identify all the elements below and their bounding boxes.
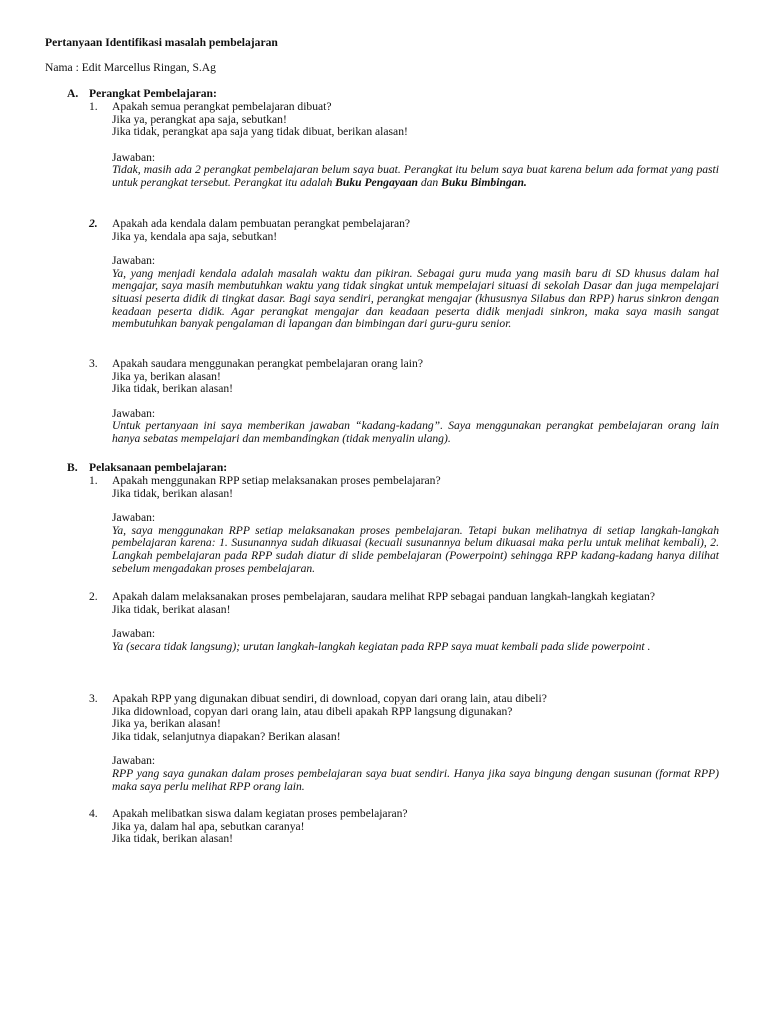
question-text: Apakah RPP yang digunakan dibuat sendiri, di download, copyan dari orang lain, atau dibeli? <box>112 692 547 705</box>
author-name: Nama : Edit Marcellus Ringan, S.Ag <box>45 61 216 74</box>
question-text: Jika ya, kendala apa saja, sebutkan! <box>112 229 278 243</box>
emphasis-text: Buku Bimbingan. <box>441 175 527 189</box>
question-text: Apakah ada kendala dalam pembuatan perangkat pembelajaran? <box>112 217 411 230</box>
question-text: Jika ya, perangkat apa saja, sebutkan! <box>112 112 287 126</box>
answer-label: Jawaban: <box>112 406 156 420</box>
answer-label: Jawaban: <box>112 754 156 768</box>
question-b4 <box>89 808 719 846</box>
question-number: 4. <box>89 807 98 820</box>
question-b1 <box>89 475 719 575</box>
document-title: Pertanyaan Identifikasi masalah pembelajaran <box>45 36 278 49</box>
question-text: Jika ya, berikan alasan! <box>112 369 221 383</box>
section-title: Perangkat Pembelajaran: <box>89 87 217 100</box>
question-text: Jika tidak, perangkat apa saja yang tidak dibuat, berikan alasan! <box>112 125 408 139</box>
emphasis-text: Buku Pengayaan <box>335 175 418 189</box>
question-text: Jika didownload, copyan dari orang lain, atau dibeli apakah RPP langsung digunakan? <box>112 704 513 718</box>
question-text: Jika tidak, berikat alasan! <box>112 602 231 616</box>
question-number: 2. <box>89 590 98 603</box>
answer-text: Tidak, masih ada 2 perangkat pembelajaran belum saya buat. Perangkat itu belum saya buat karena belum ada format yang pasti untuk perangkat tersebut. Perangkat itu adalah Buku Pengayaan dan Buku Bimbingan. <box>112 163 719 189</box>
question-a1 <box>89 101 719 190</box>
answer-label: Jawaban: <box>112 150 156 164</box>
question-text: Jika ya, berikan alasan! <box>112 717 221 731</box>
question-text: Jika tidak, berikan alasan! <box>112 486 234 500</box>
question-text: Jika tidak, berikan alasan! <box>112 832 234 846</box>
section-a-heading <box>67 88 217 101</box>
question-number: 2. <box>89 217 98 230</box>
question-text: Apakah dalam melaksanakan proses pembelajaran, saudara melihat RPP sebagai panduan langkah-langkah kegiatan? <box>112 590 655 603</box>
answer-label: Jawaban: <box>112 511 156 525</box>
answer-text: Untuk pertanyaan ini saya memberikan jawaban “kadang-kadang”. Saya menggunakan perangkat pembelajaran orang lain hanya sebatas mempelajari dan membandingkan (tidak menyalin ulang). <box>112 419 719 445</box>
answer-text: RPP yang saya gunakan dalam proses pembelajaran saya buat sendiri. Hanya jika saya bingung dengan susunan (format RPP) maka saya perlu melihat RPP orang lain. <box>112 766 719 793</box>
answer-text: Ya (secara tidak langsung); urutan langkah-langkah kegiatan pada RPP saya muat kembali pada slide powerpoint . <box>112 639 651 653</box>
question-text: Apakah semua perangkat pembelajaran dibuat? <box>112 100 332 113</box>
question-b3 <box>89 693 719 793</box>
section-title: Pelaksanaan pembelajaran: <box>89 461 228 474</box>
question-a2 <box>89 218 719 331</box>
question-number: 3. <box>89 692 98 705</box>
answer-text: Ya, yang menjadi kendala adalah masalah waktu dan pikiran. Sebagai guru muda yang masih baru di SD khusus dalam hal mengajar, saya masih membutuhkan waktu yang tidak singkat untuk mempelajari situasi di sekolah Dasar dan juga mempelajari situasi peserta didik di tingkat dasar. Bagi saya sendiri, perangkat mengajar (khususnya Silabus dan RPP) harus sinkron dengan keadaan peserta didik. Agar perangkat mengajar dan keadaan peserta didik menjadi sinkron, maka saya masih sangat membutuhkan banyak pengalaman di lapangan dan bimbingan dari guru-guru senior. <box>112 266 719 331</box>
answer-label: Jawaban: <box>112 627 156 641</box>
question-text: Jika tidak, selanjutnya diapakan? Berikan alasan! <box>112 729 341 743</box>
question-text: Apakah saudara menggunakan perangkat pembelajaran orang lain? <box>112 357 423 370</box>
question-b2 <box>89 591 719 653</box>
question-text: Apakah menggunakan RPP setiap melaksanakan proses pembelajaran? <box>112 474 441 487</box>
question-number: 1. <box>89 474 98 487</box>
section-letter: B. <box>67 461 78 474</box>
question-text: Jika ya, dalam hal apa, sebutkan caranya! <box>112 819 305 833</box>
section-letter: A. <box>67 87 79 100</box>
question-a3 <box>89 358 719 446</box>
question-text: Jika tidak, berikan alasan! <box>112 382 234 396</box>
section-b-heading <box>67 462 227 475</box>
question-number: 3. <box>89 357 98 370</box>
question-text: Apakah melibatkan siswa dalam kegiatan proses pembelajaran? <box>112 807 408 820</box>
answer-text: Ya, saya menggunakan RPP setiap melaksanakan proses pembelajaran. Tetapi bukan melihatnya di setiap langkah-langkah pembelajaran karena: 1. Susunannya sudah dikuasai (kecuali susunannya belum dikuasai maka perlu untuk melihat kembali), 2. Langkah pembelajaran pada RPP sudah diatur di slide pembelajaran (Powerpoint) sehingga RPP kadang-kadang hanya dilihat sebelum mengadakan proses pembelajaran. <box>112 523 719 575</box>
question-number: 1. <box>89 100 98 113</box>
answer-label: Jawaban: <box>112 254 156 268</box>
